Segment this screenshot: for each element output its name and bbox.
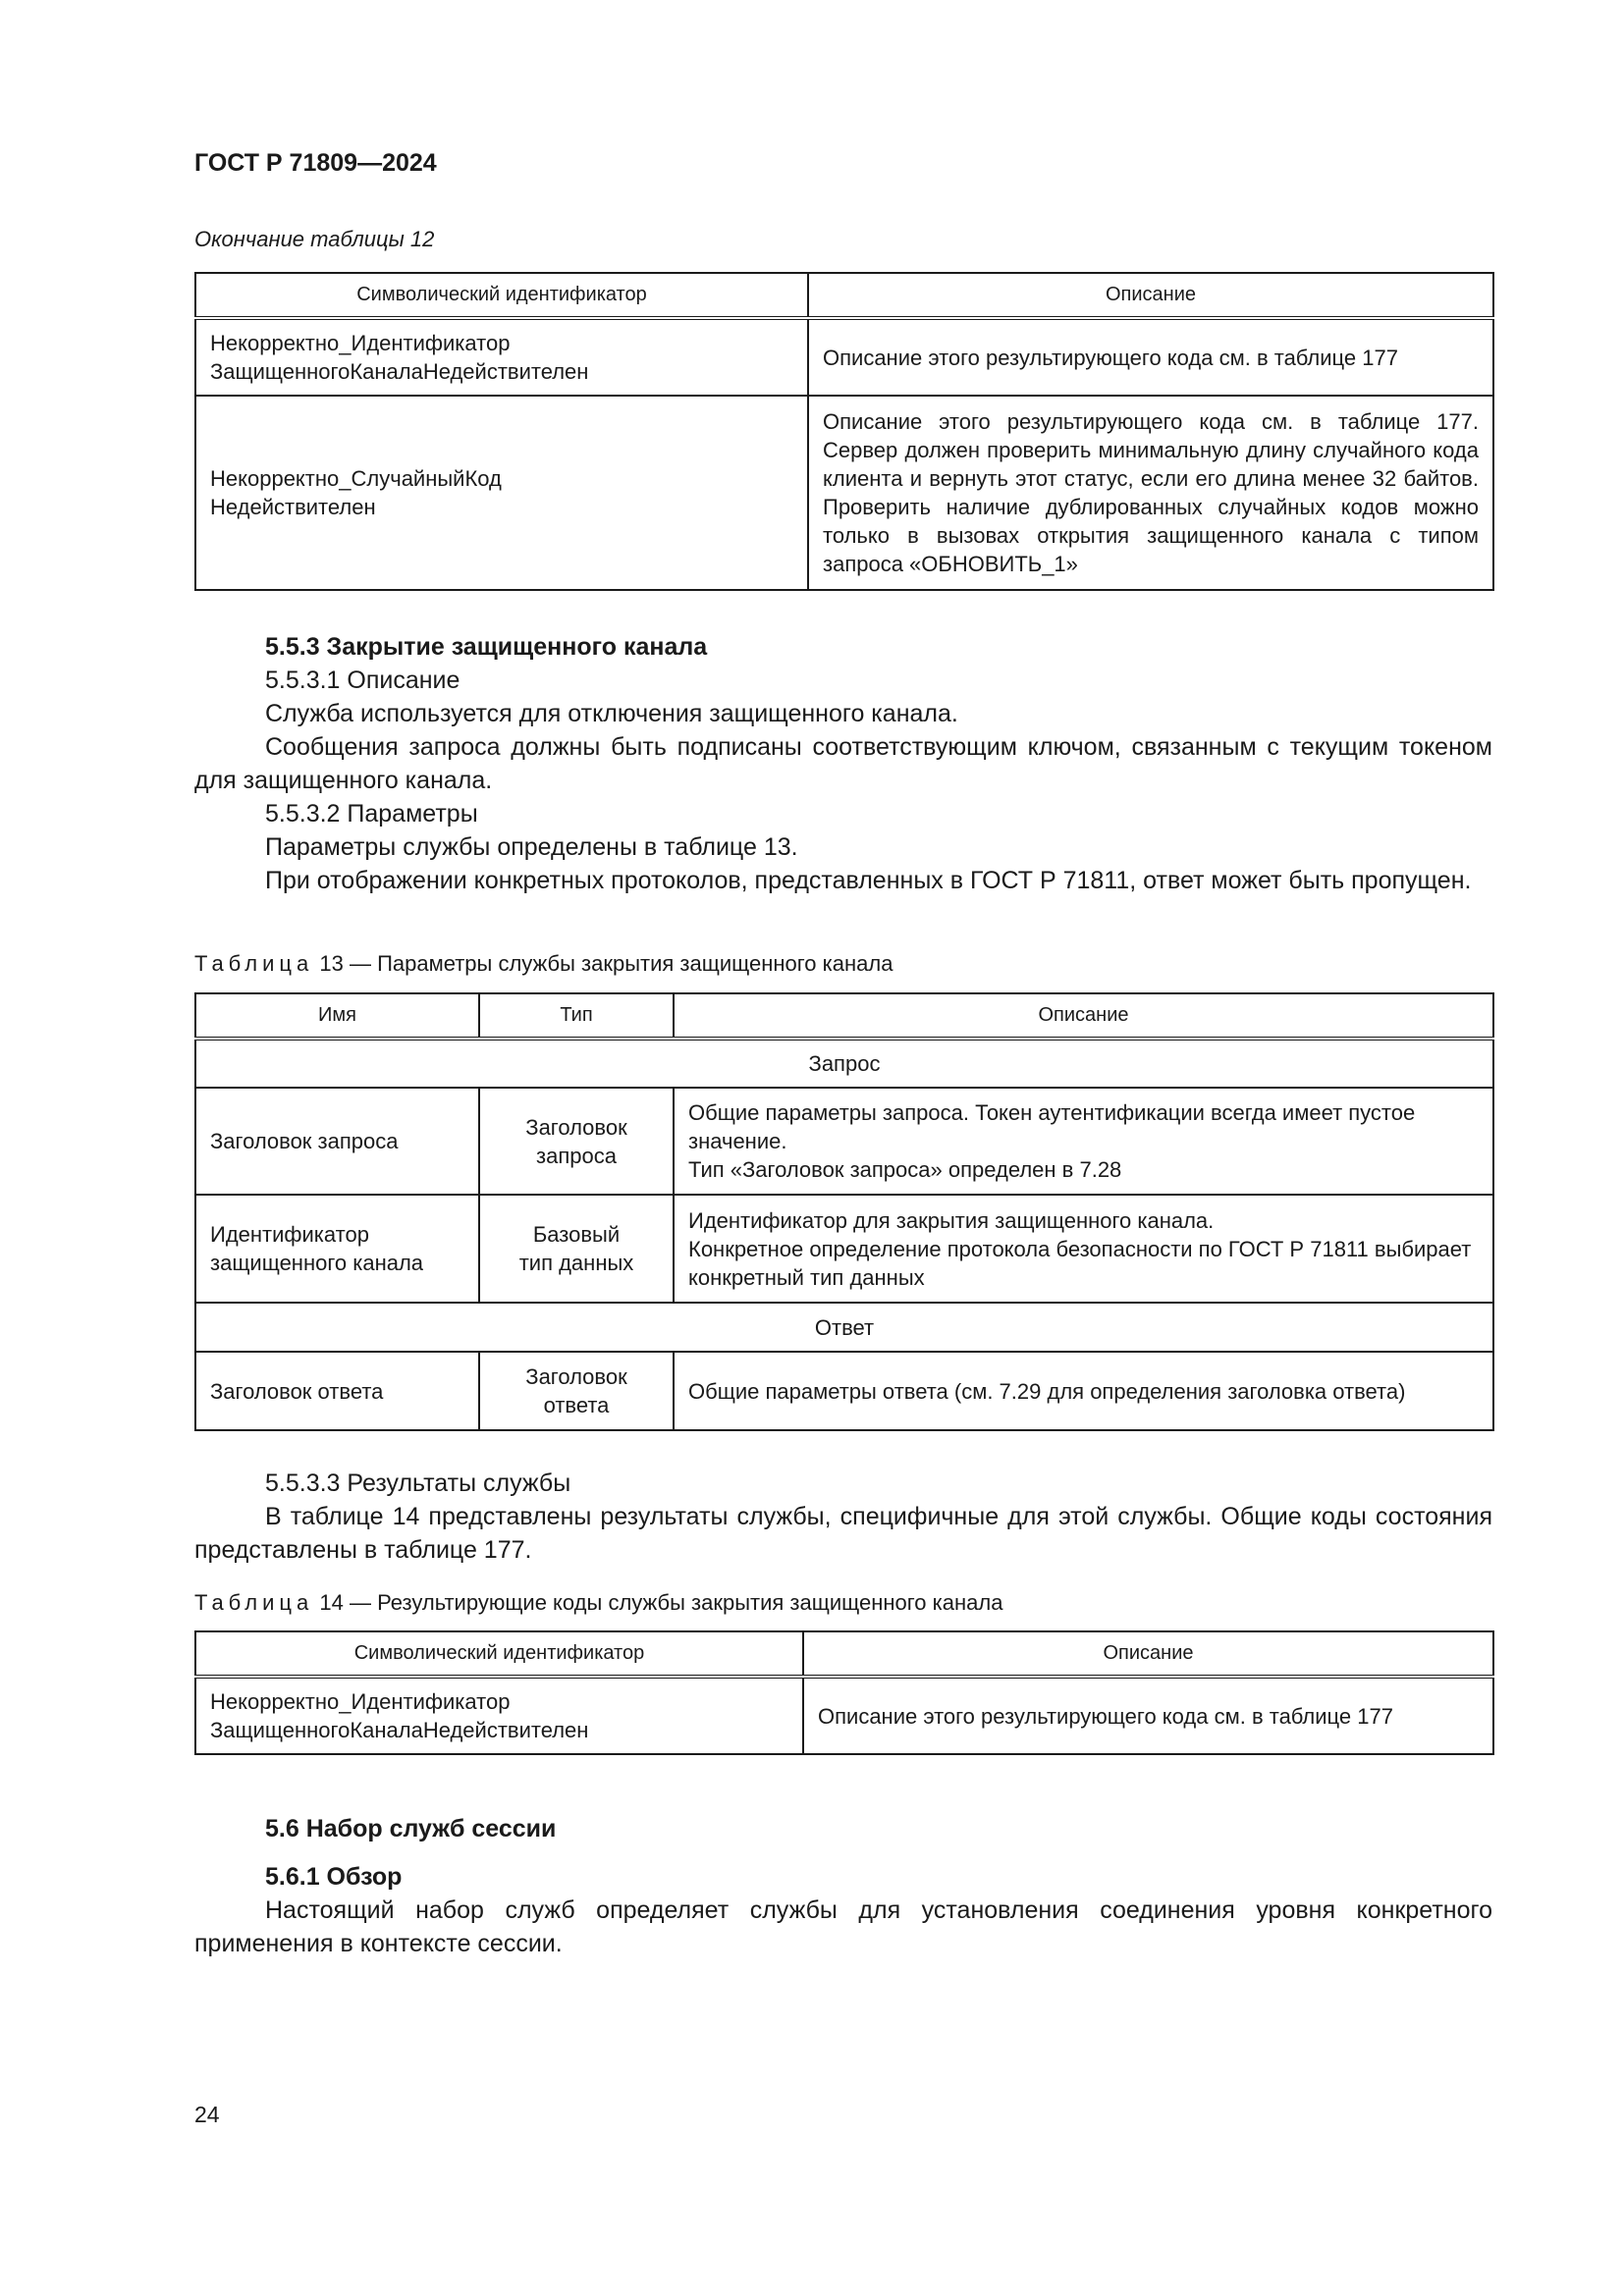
table-row: [195, 1677, 1493, 1754]
table13-header-name: Имя: [195, 993, 479, 1039]
table12-cell-desc: Описание этого результирующего кода см. в таблице 177. Сервер должен проверить минимальную длину случайного кода клиента и вернуть этот статус, если его длина менее 32 байтов. Проверить наличие дублированных случайных кодов можно только в вызовах открытия защищенного канала с типом запроса «ОБНОВИТЬ_1»: [808, 396, 1493, 590]
section-title-5-5-3: 5.5.3 Закрытие защищенного канала: [265, 633, 708, 661]
subsection-5-5-3-1: 5.5.3.1 Описание: [265, 667, 460, 694]
table13-cell-desc: Общие параметры ответа (см. 7.29 для определения заголовка ответа): [674, 1352, 1493, 1430]
table13-cell-type: Базовый тип данных: [479, 1195, 674, 1303]
table-row: [195, 1352, 1493, 1430]
table13-cell-name: Идентификатор защищенного канала: [195, 1195, 479, 1303]
table12-cell-desc: Описание этого результирующего кода см. в таблице 177: [808, 318, 1493, 396]
paragraph: Сообщения запроса должны быть подписаны соответствующим ключом, связанным с текущим токеном для защищенного канала.: [194, 733, 1492, 794]
document-header: ГОСТ Р 71809—2024: [194, 149, 437, 177]
table12-header-desc: Описание: [808, 273, 1493, 318]
table13-header-desc: Описание: [674, 993, 1493, 1039]
table13-cell-name: Заголовок запроса: [195, 1088, 479, 1195]
paragraph: В таблице 14 представлены результаты службы, специфичные для этой службы. Общие коды состояния представлены в таблице 177.: [194, 1503, 1492, 1564]
table-row: [195, 318, 1493, 396]
table12-header-id: Символический идентификатор: [195, 273, 808, 318]
table-row: [195, 396, 1493, 590]
table-14: [194, 1630, 1494, 1755]
paragraph: Параметры службы определены в таблице 13.: [265, 833, 798, 861]
table-13-caption: Таблица 13 — Параметры службы закрытия защищенного канала: [194, 951, 893, 976]
table12-cell-id: Некорректно_СлучайныйКод Недействителен: [195, 396, 808, 590]
paragraph: Настоящий набор служб определяет службы для установления соединения уровня конкретного применения в контексте сессии.: [194, 1896, 1492, 1957]
table13-cell-name: Заголовок ответа: [195, 1352, 479, 1430]
section-title-5-6: 5.6 Набор служб сессии: [265, 1815, 557, 1842]
table13-cell-desc: Общие параметры запроса. Токен аутентификации всегда имеет пустое значение. Тип «Заголовок запроса» определен в 7.28: [674, 1088, 1493, 1195]
paragraph: Служба используется для отключения защищенного канала.: [265, 700, 958, 727]
page-number: 24: [194, 2102, 220, 2127]
table-13: [194, 992, 1494, 1431]
table13-header-type: Тип: [479, 993, 674, 1039]
paragraph: При отображении конкретных протоколов, представленных в ГОСТ Р 71811, ответ может быть пропущен.: [265, 867, 1472, 894]
subsection-5-5-3-3: 5.5.3.3 Результаты службы: [265, 1469, 571, 1497]
table12-cell-id: Некорректно_Идентификатор ЗащищенногоКаналаНедействителен: [195, 318, 808, 396]
table14-header-desc: Описание: [803, 1631, 1493, 1677]
subsection-5-6-1: 5.6.1 Обзор: [265, 1863, 403, 1891]
table13-response-row: Ответ: [195, 1303, 1493, 1352]
table13-cell-type: Заголовок запроса: [479, 1088, 674, 1195]
table13-cell-type: Заголовок ответа: [479, 1352, 674, 1430]
table-12: [194, 272, 1494, 591]
table-14-caption: Таблица 14 — Результирующие коды службы закрытия защищенного канала: [194, 1590, 1003, 1615]
table13-cell-desc: Идентификатор для закрытия защищенного канала. Конкретное определение протокола безопасности по ГОСТ Р 71811 выбирает конкретный тип данных: [674, 1195, 1493, 1303]
table-row: [195, 1195, 1493, 1303]
table13-request-row: Запрос: [195, 1039, 1493, 1088]
table14-cell-desc: Описание этого результирующего кода см. в таблице 177: [803, 1677, 1493, 1754]
subsection-5-5-3-2: 5.5.3.2 Параметры: [265, 800, 478, 828]
table14-header-id: Символический идентификатор: [195, 1631, 803, 1677]
table-continuation-label: Окончание таблицы 12: [194, 227, 435, 251]
table-row: [195, 1088, 1493, 1195]
table14-cell-id: Некорректно_Идентификатор ЗащищенногоКаналаНедействителен: [195, 1677, 803, 1754]
